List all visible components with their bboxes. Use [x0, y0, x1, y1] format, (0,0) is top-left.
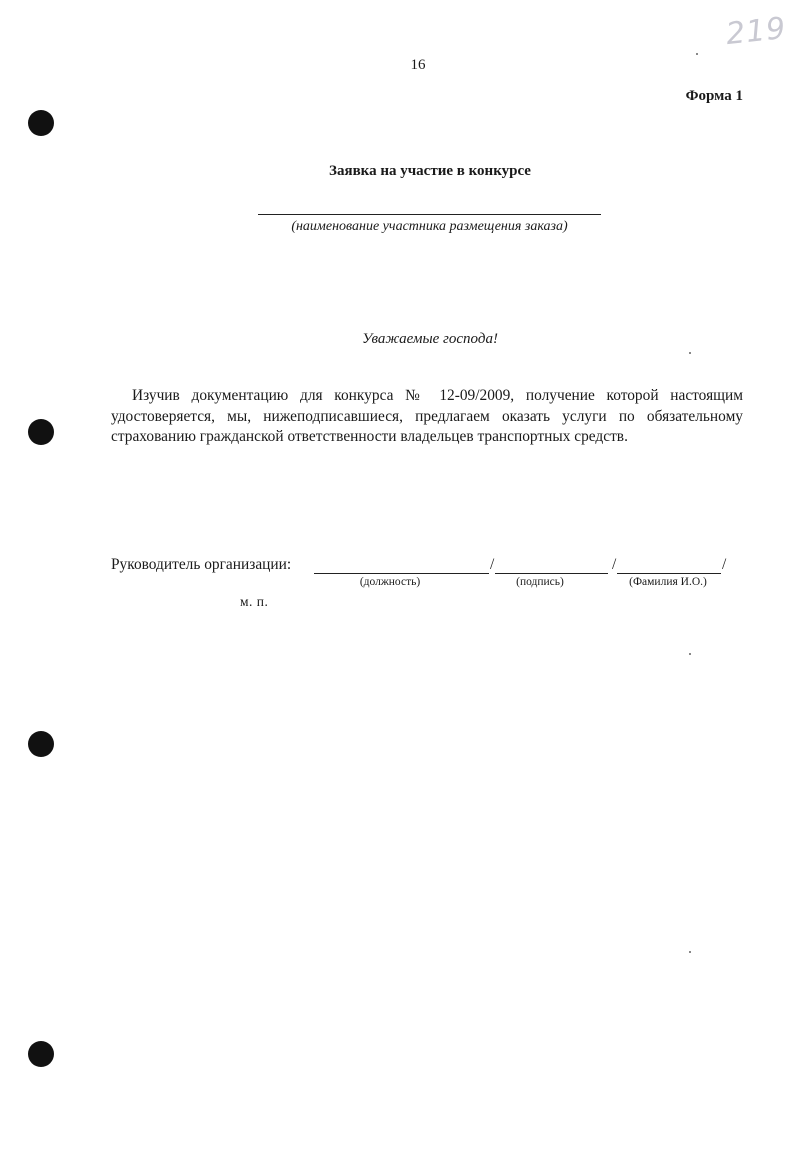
scan-speck	[696, 53, 698, 55]
handwritten-page-number: 219	[724, 10, 788, 53]
signature-line	[495, 573, 608, 574]
separator-slash: /	[612, 556, 617, 573]
form-label: Форма 1	[685, 88, 743, 104]
name-line	[617, 573, 721, 574]
scan-speck	[689, 653, 691, 655]
greeting: Уважаемые господа!	[362, 331, 498, 347]
stamp-place-label: м. п.	[240, 594, 269, 609]
punch-hole	[28, 419, 54, 445]
position-line	[314, 573, 489, 574]
body-paragraph: Изучив документацию для конкурса № 12-09/2009, получение которой настоящим удостоверяется, мы, нижеподписавшиеся, предлагаем оказать услуги по обязательному страхованию гражданской ответственности владельцев транспортных средств.	[111, 387, 743, 445]
separator-slash: /	[722, 556, 727, 573]
scan-speck	[689, 352, 691, 354]
participant-name-line	[258, 214, 601, 215]
page-number: 16	[410, 57, 426, 73]
signature-label: Руководитель организации:	[111, 556, 292, 573]
position-caption: (должность)	[359, 576, 421, 588]
document-title: Заявка на участие в конкурсе	[329, 163, 531, 179]
signature-caption: (подпись)	[516, 576, 564, 588]
participant-name-caption: (наименование участника размещения заказа)	[291, 219, 568, 234]
separator-slash: /	[490, 556, 495, 573]
name-caption: (Фамилия И.О.)	[629, 576, 707, 588]
punch-hole	[28, 110, 54, 136]
punch-hole	[28, 731, 54, 757]
punch-hole	[28, 1041, 54, 1067]
scan-speck	[689, 951, 691, 953]
